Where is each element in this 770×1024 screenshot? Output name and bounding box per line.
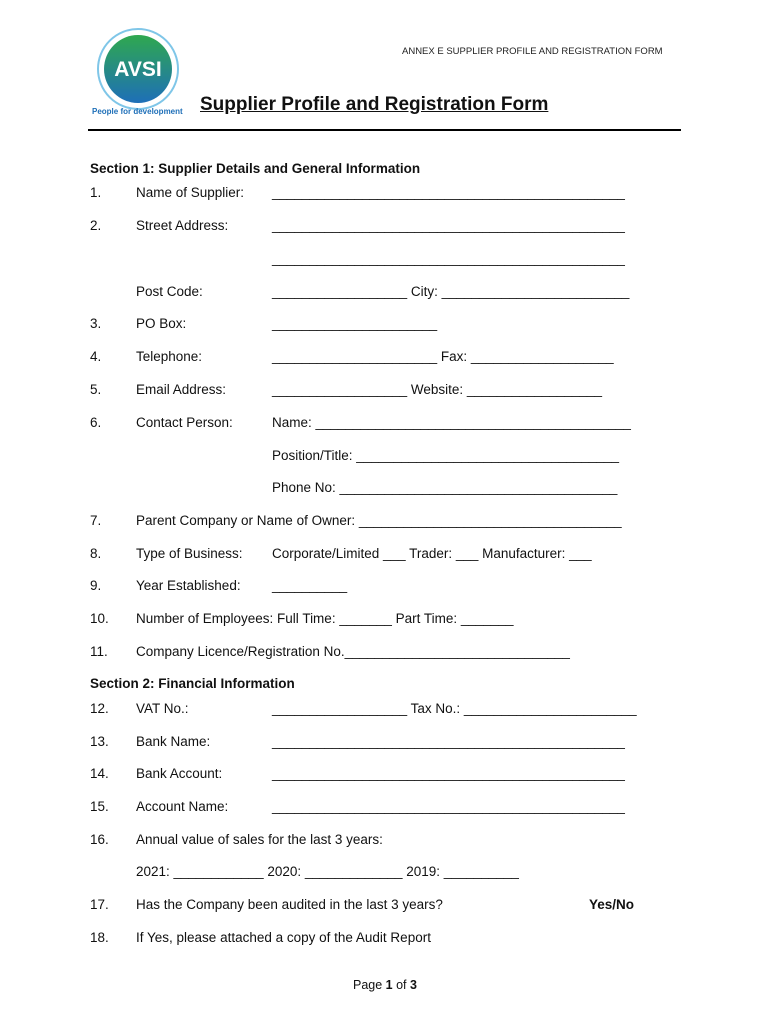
year-established-label: Year Established: [136,578,241,593]
section-2-heading: Section 2: Financial Information [90,676,295,691]
page-of: of [392,978,410,992]
avsi-logo [88,22,188,122]
section-1-heading: Section 1: Supplier Details and General Information [90,161,421,176]
account-name-label: Account Name: [136,799,229,814]
vat-label: VAT No.: [136,701,189,716]
svg-text:People for development: People for development [92,107,183,116]
street-address-label: Street Address: [136,218,229,233]
item-number: 7. [90,513,102,528]
bank-name-field[interactable]: _______________________________________________ [272,734,625,749]
item-number: 6. [90,415,102,430]
item-number: 14. [90,766,109,781]
page-total: 3 [410,978,417,992]
street-address-field-1[interactable]: _______________________________________________ [272,218,625,233]
bank-account-field[interactable]: _______________________________________________ [272,766,625,781]
bank-name-label: Bank Name: [136,734,211,749]
parent-company-field[interactable]: Parent Company or Name of Owner: ___________________________________ [136,513,622,528]
item-number: 3. [90,316,102,331]
item-number: 15. [90,799,109,814]
yes-no-option[interactable]: Yes/No [589,897,635,912]
annex-label: ANNEX E SUPPLIER PROFILE AND REGISTRATION FORM [402,46,663,57]
street-address-field-2[interactable]: _______________________________________________ [272,251,625,266]
account-name-field[interactable]: _______________________________________________ [272,799,625,814]
annual-sales-field[interactable]: 2021: ____________ 2020: _____________ 2019: __________ [136,864,519,879]
item-number: 12. [90,701,109,716]
contact-phone-field[interactable]: Phone No: _____________________________________ [272,480,618,495]
email-website-field[interactable]: __________________ Website: __________________ [272,382,603,397]
svg-text:AVSI: AVSI [114,58,162,81]
audit-report-note: If Yes, please attached a copy of the Audit Report [136,930,431,945]
contact-person-label: Contact Person: [136,415,233,430]
audited-question: Has the Company been audited in the last 3 years? [136,897,443,912]
item-number: 13. [90,734,109,749]
title-rule [88,129,681,131]
telephone-fax-field[interactable]: ______________________ Fax: ___________________ [272,349,614,364]
year-established-field[interactable]: __________ [272,578,348,593]
page-indicator [353,978,417,992]
item-number: 11. [90,644,108,659]
contact-position-field[interactable]: Position/Title: ___________________________________ [272,448,620,463]
item-number: 5. [90,382,102,397]
item-number: 4. [90,349,102,364]
page-number: 1 [385,978,393,992]
email-label: Email Address: [136,382,227,397]
item-number: 16. [90,832,109,847]
item-number: 18. [90,930,109,945]
contact-name-field[interactable]: Name: __________________________________________ [272,415,631,430]
po-box-label: PO Box: [136,316,187,331]
item-number: 8. [90,546,102,561]
page-prefix: Page [353,978,386,992]
po-box-field[interactable]: ______________________ [272,316,438,331]
post-code-label: Post Code: [136,284,203,299]
item-number: 1. [90,185,102,200]
item-number: 2. [90,218,102,233]
supplier-name-field[interactable]: _______________________________________________ [272,185,625,200]
business-type-label: Type of Business: [136,546,243,561]
vat-tax-field[interactable]: __________________ Tax No.: _______________________ [272,701,637,716]
item-number: 9. [90,578,102,593]
annual-sales-label: Annual value of sales for the last 3 years: [136,832,383,847]
telephone-label: Telephone: [136,349,203,364]
item-number: 17. [90,897,109,912]
post-code-city-field[interactable]: __________________ City: _________________________ [272,284,630,299]
item-number: 10. [90,611,109,626]
bank-account-label: Bank Account: [136,766,223,781]
page-title: Supplier Profile and Registration Form [200,94,549,115]
employees-field[interactable]: Number of Employees: Full Time: _______ Part Time: _______ [136,611,514,626]
registration-no-field[interactable]: Company Licence/Registration No.______________________________ [136,644,570,659]
supplier-name-label: Name of Supplier: [136,185,245,200]
business-type-field[interactable]: Corporate/Limited ___ Trader: ___ Manufacturer: ___ [272,546,592,561]
